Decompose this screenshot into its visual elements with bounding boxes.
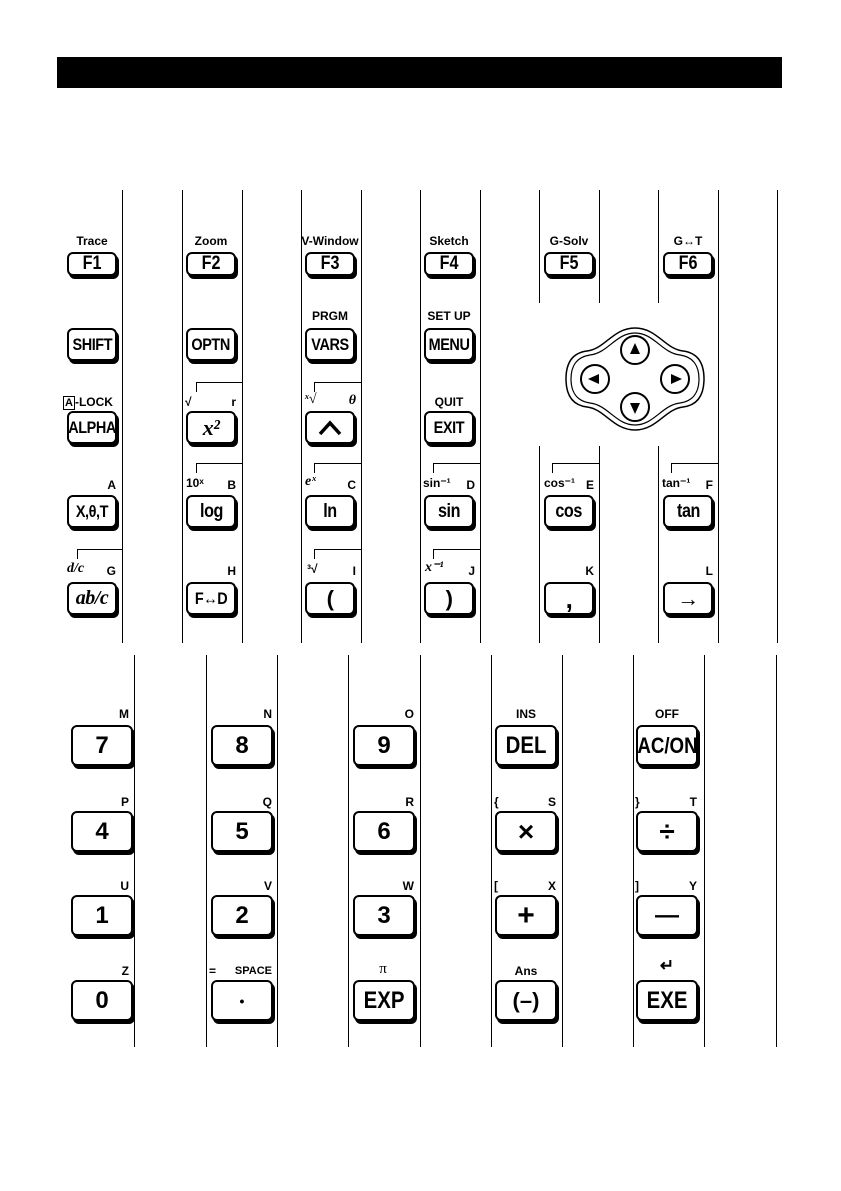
l-alpha-label: L bbox=[705, 564, 713, 578]
guide-line bbox=[420, 655, 421, 1047]
f2-shift-label: Zoom bbox=[194, 234, 228, 248]
shift-bracket-tick bbox=[671, 463, 672, 473]
shift-bracket-tick bbox=[314, 382, 315, 392]
guide-line bbox=[599, 446, 600, 643]
caret-icon bbox=[317, 420, 343, 436]
shift-bracket-tick bbox=[196, 382, 197, 392]
f4-shift-label: Sketch bbox=[429, 234, 469, 248]
a-alpha-label: A bbox=[107, 478, 116, 492]
shift-bracket-tick bbox=[552, 463, 553, 473]
p-alpha-label: P bbox=[120, 795, 129, 809]
i-alpha-label: I bbox=[352, 564, 356, 578]
w-alpha-label: W bbox=[402, 879, 414, 893]
guide-line bbox=[718, 190, 719, 643]
alpha-key[interactable]: ALPHA bbox=[67, 411, 117, 444]
shift-bracket-tick bbox=[433, 549, 434, 559]
guide-line bbox=[242, 190, 243, 643]
multiply-key[interactable]: × bbox=[495, 811, 557, 852]
shift-bracket bbox=[314, 463, 362, 464]
enter-icon: ↵ bbox=[659, 956, 675, 975]
acos-shift-label: cos⁻¹ bbox=[544, 476, 576, 490]
shift-bracket bbox=[196, 382, 243, 383]
z-alpha-label: Z bbox=[121, 964, 129, 978]
ten-x-shift-label: 10ˣ bbox=[186, 476, 204, 490]
shift-key[interactable]: SHIFT bbox=[67, 328, 117, 361]
f2-key[interactable]: F2 bbox=[186, 252, 236, 276]
two-key[interactable]: 2 bbox=[211, 895, 273, 936]
shift-bracket bbox=[433, 549, 481, 550]
header-bar bbox=[57, 57, 782, 88]
shift-bracket-tick bbox=[196, 463, 197, 473]
guide-line bbox=[633, 655, 634, 1047]
vars-shift-label: PRGM bbox=[312, 309, 348, 323]
guide-line bbox=[361, 190, 362, 643]
g-alpha-label: G bbox=[106, 564, 116, 578]
guide-line bbox=[348, 655, 349, 1047]
u-alpha-label: U bbox=[120, 879, 129, 893]
guide-line bbox=[539, 446, 540, 643]
guide-line bbox=[122, 190, 123, 643]
sqrt-shift-label: √ bbox=[185, 395, 192, 409]
x-theta-t-key[interactable]: X,θ,T bbox=[67, 495, 117, 528]
exit-key[interactable]: EXIT bbox=[424, 411, 474, 444]
guide-line bbox=[182, 190, 183, 643]
e-x-shift-label: eˣ bbox=[305, 474, 316, 489]
x-alpha-label: X bbox=[547, 879, 556, 893]
open-paren-key[interactable]: ( bbox=[305, 582, 355, 615]
guide-line bbox=[776, 655, 777, 1047]
y-alpha-label: Y bbox=[688, 879, 697, 893]
theta-alpha-label: θ bbox=[348, 393, 356, 408]
space-alpha-label: SPACE bbox=[234, 965, 272, 977]
close-paren-key[interactable]: ) bbox=[424, 582, 474, 615]
vars-key[interactable]: VARS bbox=[305, 328, 355, 361]
right-arrow-key[interactable] bbox=[661, 365, 689, 393]
shift-bracket bbox=[433, 463, 481, 464]
asin-shift-label: sin⁻¹ bbox=[423, 476, 451, 490]
f-d-key[interactable]: F↔D bbox=[186, 582, 236, 615]
open-brace-shift-label: { bbox=[494, 795, 499, 809]
cos-key[interactable]: cos bbox=[544, 495, 594, 528]
f6-key[interactable]: F6 bbox=[663, 252, 713, 276]
b-alpha-label: B bbox=[227, 478, 236, 492]
shift-bracket bbox=[552, 463, 600, 464]
down-arrow-key[interactable] bbox=[621, 393, 649, 421]
log-key[interactable]: log bbox=[186, 495, 236, 528]
open-bracket-shift-label: [ bbox=[494, 879, 498, 893]
shift-bracket bbox=[314, 549, 362, 550]
divide-key[interactable]: ÷ bbox=[636, 811, 698, 852]
f3-shift-label: V-Window bbox=[301, 234, 359, 248]
four-key[interactable]: 4 bbox=[71, 811, 133, 852]
menu-shift-label: SET UP bbox=[427, 309, 471, 323]
left-arrow-key[interactable] bbox=[581, 365, 609, 393]
d-alpha-label: D bbox=[466, 478, 475, 492]
guide-line bbox=[491, 655, 492, 1047]
plus-key[interactable]: + bbox=[495, 895, 557, 936]
shift-bracket bbox=[671, 463, 719, 464]
shift-bracket-tick bbox=[314, 549, 315, 559]
r-alpha-label-num: R bbox=[405, 795, 414, 809]
minus-key[interactable]: — bbox=[636, 895, 698, 936]
three-key[interactable]: 3 bbox=[353, 895, 415, 936]
guide-line bbox=[277, 655, 278, 1047]
shift-bracket-tick bbox=[77, 549, 78, 559]
negative-key[interactable]: (–) bbox=[495, 980, 557, 1021]
ac-on-key[interactable]: AC/ON bbox=[636, 725, 698, 766]
shift-bracket-tick bbox=[433, 463, 434, 473]
ln-key[interactable]: ln bbox=[305, 495, 355, 528]
r-alpha-label: r bbox=[231, 395, 236, 409]
guide-line bbox=[599, 190, 600, 303]
f5-shift-label: G-Solv bbox=[549, 234, 589, 248]
k-alpha-label: K bbox=[585, 564, 594, 578]
c-alpha-label: C bbox=[347, 478, 356, 492]
m-alpha-label: M bbox=[119, 707, 129, 721]
tan-key[interactable]: tan bbox=[663, 495, 713, 528]
f4-key[interactable]: F4 bbox=[424, 252, 474, 276]
shift-bracket bbox=[314, 382, 362, 383]
six-key[interactable]: 6 bbox=[353, 811, 415, 852]
alpha-lock-label: A -LOCK bbox=[65, 395, 113, 409]
cube-root-shift-label: ³√ bbox=[307, 562, 318, 576]
shift-bracket-tick bbox=[314, 463, 315, 473]
ans-shift-label: Ans bbox=[514, 964, 538, 978]
ins-shift-label: INS bbox=[515, 707, 537, 721]
v-alpha-label: V bbox=[263, 879, 272, 893]
f5-key[interactable]: F5 bbox=[544, 252, 594, 276]
zero-key[interactable]: 0 bbox=[71, 980, 133, 1021]
guide-line bbox=[658, 190, 659, 303]
shift-bracket bbox=[196, 463, 243, 464]
shift-bracket bbox=[77, 549, 123, 550]
n-alpha-label: N bbox=[263, 707, 272, 721]
five-key[interactable]: 5 bbox=[211, 811, 273, 852]
f1-shift-label: Trace bbox=[76, 234, 108, 248]
off-shift-label: OFF bbox=[655, 707, 679, 721]
del-key[interactable]: DEL bbox=[495, 725, 557, 766]
atan-shift-label: tan⁻¹ bbox=[662, 476, 691, 490]
guide-line bbox=[658, 446, 659, 643]
guide-line bbox=[539, 190, 540, 303]
menu-key[interactable]: MENU bbox=[424, 328, 474, 361]
guide-line bbox=[480, 190, 481, 643]
exp-key[interactable]: EXP bbox=[353, 980, 415, 1021]
j-alpha-label: J bbox=[468, 564, 475, 578]
h-alpha-label: H bbox=[227, 564, 236, 578]
q-alpha-label: Q bbox=[262, 795, 272, 809]
nine-key[interactable]: 9 bbox=[353, 725, 415, 766]
pi-shift-label: π bbox=[379, 961, 387, 977]
decimal-point-key[interactable]: • bbox=[211, 980, 273, 1021]
x-inverse-shift-label: x⁻¹ bbox=[425, 560, 444, 575]
guide-line bbox=[301, 190, 302, 643]
guide-line bbox=[420, 190, 421, 643]
f1-key[interactable]: F1 bbox=[67, 252, 117, 276]
t-alpha-label: T bbox=[689, 795, 697, 809]
xroot-shift-label: ˣ√ bbox=[304, 392, 317, 407]
f6-shift-label: G↔T bbox=[673, 234, 703, 248]
x-squared-key[interactable]: x² bbox=[186, 411, 236, 444]
optn-key[interactable]: OPTN bbox=[186, 328, 236, 361]
exe-key[interactable]: EXE bbox=[636, 980, 698, 1021]
fraction-key[interactable]: ab/c bbox=[67, 582, 117, 615]
eight-key[interactable]: 8 bbox=[211, 725, 273, 766]
seven-key[interactable]: 7 bbox=[71, 725, 133, 766]
e-alpha-label: E bbox=[585, 478, 594, 492]
equals-shift-label: = bbox=[209, 964, 217, 978]
guide-line bbox=[777, 190, 778, 643]
guide-line bbox=[704, 655, 705, 1047]
up-arrow-key[interactable] bbox=[621, 336, 649, 364]
o-alpha-label: O bbox=[404, 707, 414, 721]
s-alpha-label: S bbox=[547, 795, 556, 809]
store-arrow-key[interactable]: → bbox=[663, 582, 713, 615]
close-bracket-shift-label: ] bbox=[635, 879, 639, 893]
cursor-pad bbox=[565, 327, 705, 431]
guide-line bbox=[562, 655, 563, 1047]
f-alpha-label: F bbox=[705, 478, 713, 492]
guide-line bbox=[134, 655, 135, 1047]
close-brace-shift-label: } bbox=[635, 795, 640, 809]
d-over-c-shift-label: d/c bbox=[67, 561, 85, 576]
quit-shift-label: QUIT bbox=[434, 395, 464, 409]
one-key[interactable]: 1 bbox=[71, 895, 133, 936]
sin-key[interactable]: sin bbox=[424, 495, 474, 528]
guide-line bbox=[206, 655, 207, 1047]
f3-key[interactable]: F3 bbox=[305, 252, 355, 276]
comma-key[interactable]: , bbox=[544, 582, 594, 615]
power-key[interactable] bbox=[305, 411, 355, 444]
